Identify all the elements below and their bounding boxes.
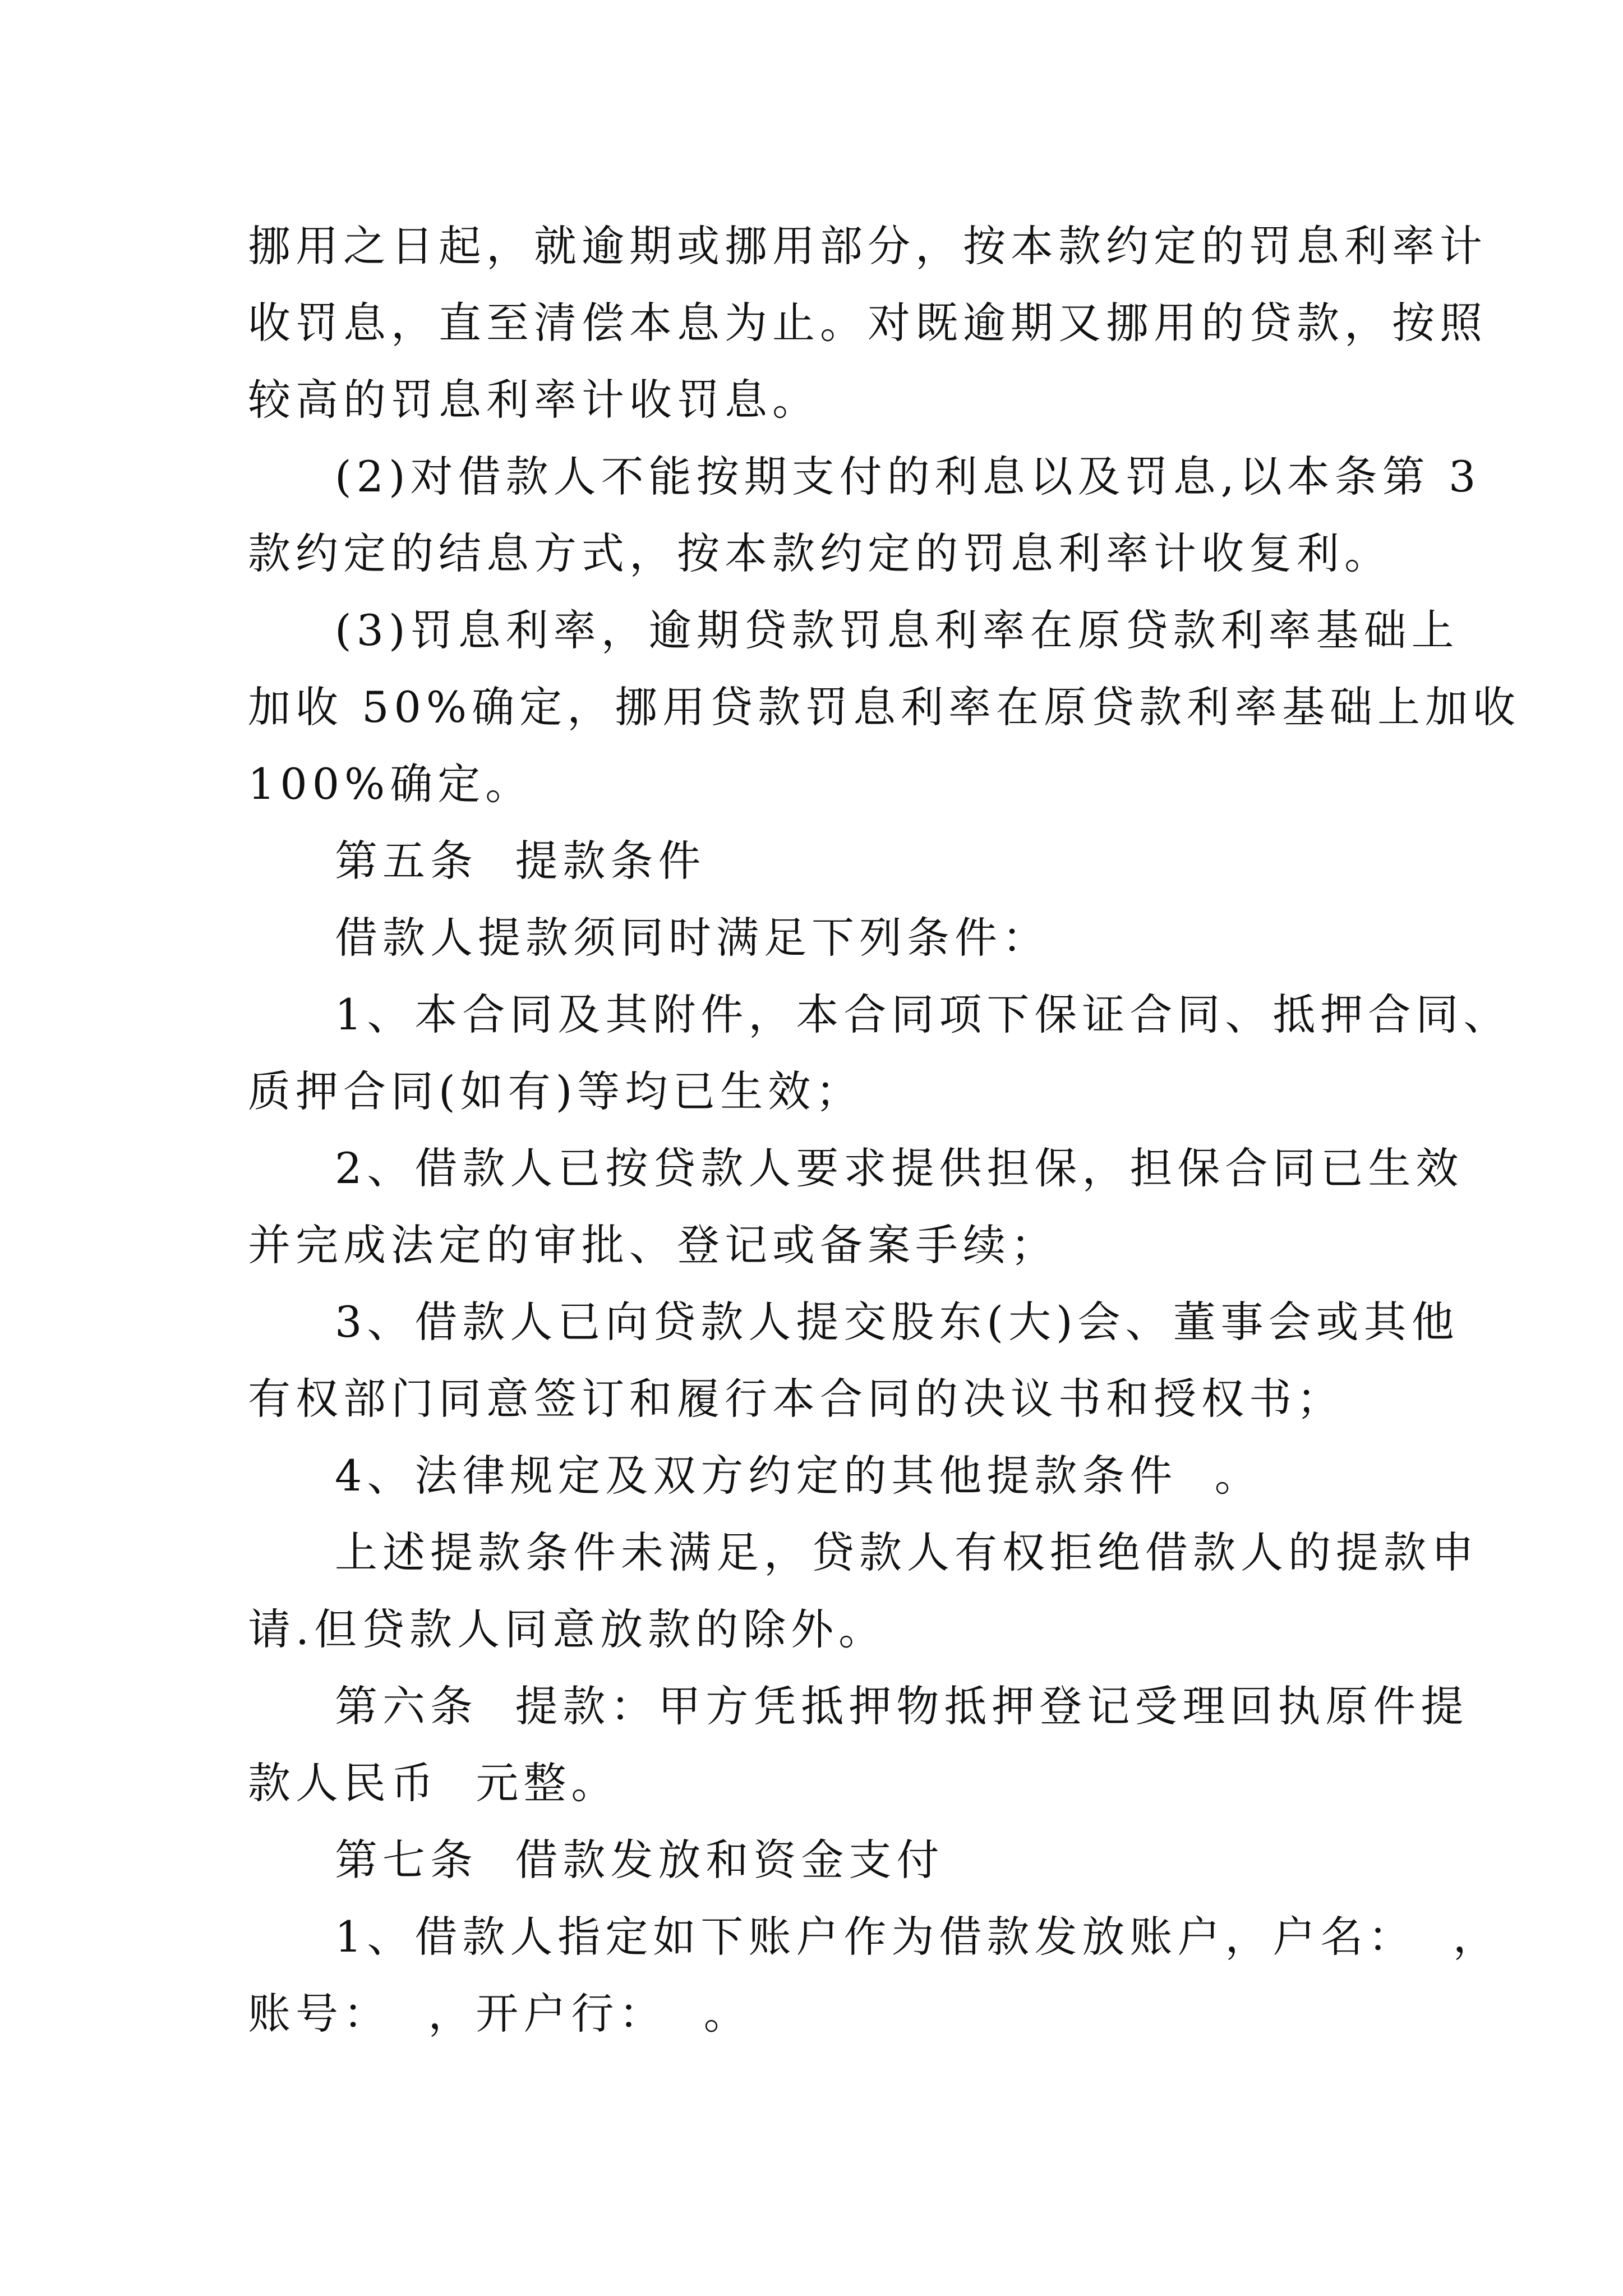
clause-3-line: 100%确定。 [248, 759, 533, 809]
article-5-heading: 第五条 提款条件 [335, 836, 706, 886]
body-line: 挪用之日起，就逾期或挪用部分，按本款约定的罚息利率计 [248, 221, 1487, 271]
body-line: 收罚息，直至清偿本息为止。对既逾期又挪用的贷款，按照 [248, 298, 1487, 348]
clause-2-line: (2)对借款人不能按期支付的利息以及罚息,以本条第 3 [335, 452, 1481, 501]
clause-3-line: (3)罚息利率，逾期贷款罚息利率在原贷款利率基础上 [335, 605, 1459, 655]
condition-3-line: 有权部门同意签订和履行本合同的决议书和授权书； [248, 1374, 1344, 1424]
condition-1-line: 1、本合同及其附件，本合同项下保证合同、抵押合同、 [335, 990, 1511, 1039]
condition-1-line: 质押合同(如有)等均已生效； [248, 1066, 864, 1116]
clause-2-line: 款约定的结息方式，按本款约定的罚息利率计收复利。 [248, 528, 1392, 578]
article-6-line: 款人民币 元整。 [248, 1758, 619, 1808]
condition-2-line: 2、借款人已按贷款人要求提供担保，担保合同已生效 [335, 1143, 1464, 1193]
article-6-line: 第六条 提款：甲方凭抵押物抵押登记受理回执原件提 [335, 1681, 1469, 1731]
account-line: 1、借款人指定如下账户作为借款发放账户，户名： ， [335, 1912, 1501, 1962]
condition-2-line: 并完成法定的审批、登记或备案手续； [248, 1220, 1058, 1270]
document-body [248, 208, 1521, 2052]
account-line: 账号： ，开户行： 。 [248, 1989, 751, 2039]
body-line: 较高的罚息利率计收罚息。 [248, 375, 820, 425]
condition-3-line: 3、借款人已向贷款人提交股东(大)会、董事会或其他 [335, 1297, 1459, 1347]
article-7-heading: 第七条 借款发放和资金支付 [335, 1835, 944, 1885]
conditions-note-line: 请.但贷款人同意放款的除外。 [248, 1604, 887, 1654]
article-5-intro: 借款人提款须同时满足下列条件： [335, 913, 1050, 963]
condition-4-line: 4、法律规定及双方约定的其他提款条件 。 [335, 1451, 1262, 1501]
clause-3-line: 加收 50%确定，挪用贷款罚息利率在原贷款利率基础上加收 [248, 682, 1521, 732]
conditions-note-line: 上述提款条件未满足，贷款人有权拒绝借款人的提款申 [335, 1527, 1479, 1577]
